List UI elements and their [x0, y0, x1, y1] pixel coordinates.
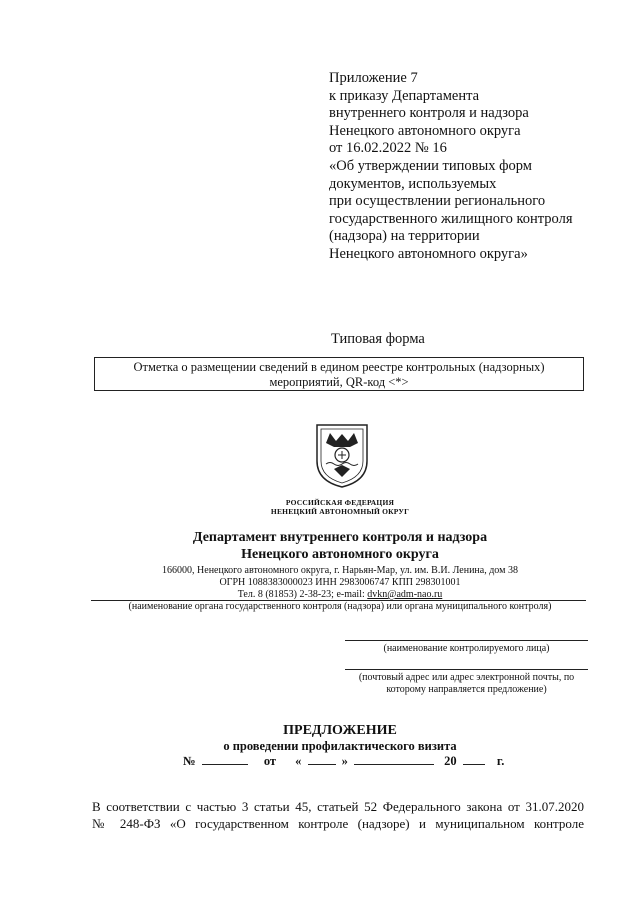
email-link[interactable]: dvkn@adm-nao.ru: [367, 589, 443, 600]
region-label: НЕНЕЦКИЙ АВТОНОМНЫЙ ОКРУГ: [270, 507, 410, 516]
day-field[interactable]: [308, 752, 336, 765]
year-prefix: 20: [444, 754, 457, 768]
body-text-line2: № 248-ФЗ «О государственном контроле (надзоре) и муниципальном контроле: [92, 816, 584, 831]
appendix-line: «Об утверждении типовых форм: [329, 157, 532, 174]
appendix-line: документов, используемых: [329, 175, 497, 192]
body-text-line1: В соответствии с частью 3 статьи 45, статьей 52 Федерального закона от 31.07.2020: [92, 799, 584, 814]
department-ids: ОГРН 1088383000023 ИНН 2983006747 КПП 298301001: [219, 577, 461, 588]
recipient-address-caption-2: которому направляется предложение): [386, 684, 547, 695]
appendix-line: (надзора) на территории: [329, 228, 480, 245]
open-quote: «: [295, 754, 302, 768]
appendix-line: Ненецкого автономного округа: [329, 122, 521, 139]
proposal-title: ПРЕДЛОЖЕНИЕ: [283, 723, 397, 738]
department-name-line1: Департамент внутреннего контроля и надзора: [192, 530, 488, 545]
phone-text: Тел. 8 (81853) 2-38-23; e-mail:: [237, 589, 368, 600]
appendix-line: к приказу Департамента: [329, 87, 480, 104]
department-address: 166000, Ненецкого автономного округа, г. Нарьян-Мар, ул. им. В.И. Ленина, дом 38: [162, 565, 518, 576]
appendix-line: Приложение 7: [329, 70, 418, 86]
recipient-name-caption: (наименование контролируемого лица): [383, 643, 550, 654]
qr-box-line1: Отметка о размещении сведений в едином реестре контрольных (надзорных): [133, 360, 545, 374]
appendix-line: внутреннего контроля и надзора: [329, 105, 529, 122]
department-contacts: [90, 589, 590, 600]
proposal-number-line: [183, 752, 504, 769]
number-field[interactable]: [202, 752, 248, 765]
coat-of-arms-emblem: [312, 421, 372, 489]
month-field[interactable]: [354, 752, 434, 765]
qr-code-box: [94, 357, 584, 391]
close-quote: »: [341, 754, 348, 768]
appendix-line: государственного жилищного контроля: [329, 210, 573, 227]
form-type-label: Типовая форма: [331, 331, 425, 347]
appendix-line: Ненецкого автономного округа»: [329, 245, 528, 262]
appendix-line: при осуществлении регионального: [329, 193, 546, 210]
year-suffix: г.: [496, 754, 505, 768]
recipient-address-caption-1: (почтовый адрес или адрес электронной почты, по: [358, 672, 575, 683]
org-name-caption: (наименование органа государственного контроля (надзора) или органа муниципального контроля): [128, 601, 552, 612]
recipient-name-rule: [345, 640, 588, 641]
country-label: РОССИЙСКАЯ ФЕДЕРАЦИЯ: [285, 498, 395, 507]
appendix-block: [329, 70, 629, 264]
appendix-line: от 16.02.2022 № 16: [329, 140, 447, 157]
recipient-address-rule: [345, 669, 588, 670]
qr-box-line2: мероприятий, QR-код <*>: [269, 375, 409, 389]
from-label: от: [263, 754, 277, 768]
number-label: №: [183, 754, 196, 768]
year-field[interactable]: [463, 752, 485, 765]
department-name-line2: Ненецкого автономного округа: [241, 547, 439, 562]
proposal-subtitle: о проведении профилактического визита: [223, 739, 457, 753]
